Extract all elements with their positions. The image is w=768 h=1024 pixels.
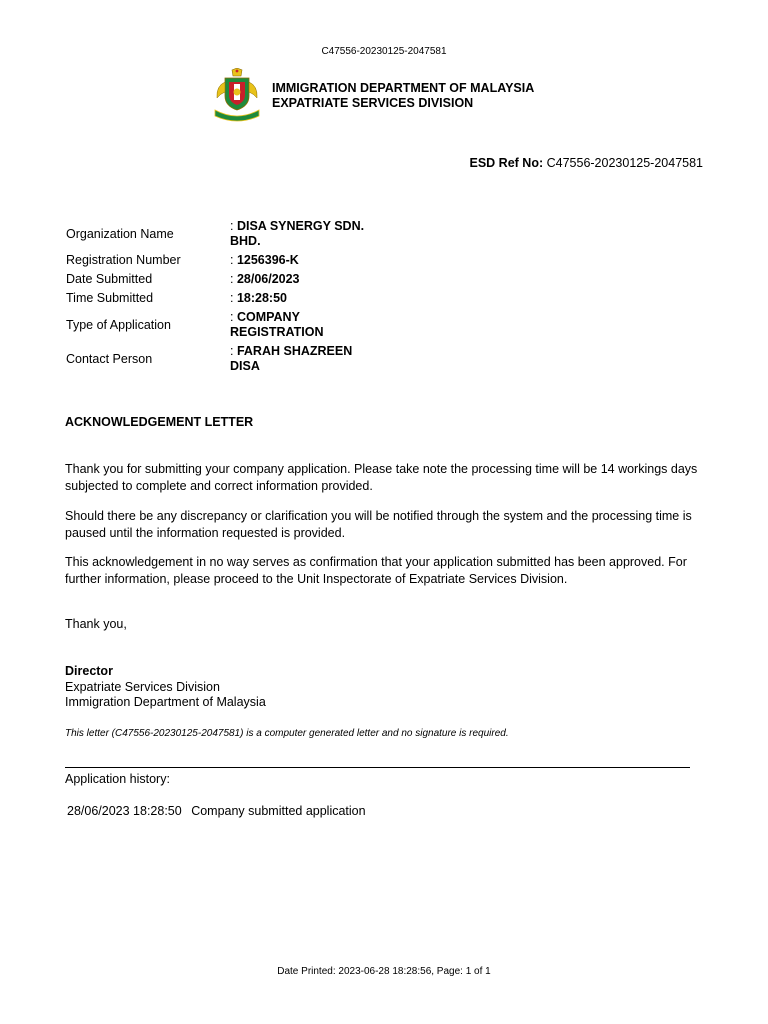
signatory-department: Immigration Department of Malaysia [65,695,266,709]
info-label: Registration Number [66,253,181,267]
info-value: : 18:28:50 [230,291,287,305]
history-title: Application history: [65,772,170,786]
signatory-title: Director [65,664,113,678]
department-heading [272,81,534,111]
info-row-time [61,289,375,308]
info-value: : 1256396-K [230,253,299,267]
signatory-block [65,664,266,711]
info-row-registration [61,251,375,270]
application-info-table [61,217,375,376]
info-value: : COMPANY REGISTRATION [230,310,324,339]
esd-ref-label: ESD Ref No: [469,156,544,170]
letter-closing: Thank you, [65,617,127,631]
letter-title: ACKNOWLEDGEMENT LETTER [65,415,254,429]
info-label: Contact Person [66,351,153,366]
crest-emblem-icon [210,68,264,126]
divider [65,767,690,768]
info-label: Organization Name [66,226,174,241]
info-row-contact [61,342,375,376]
esd-ref-value: C47556-20230125-2047581 [546,156,703,170]
date-printed: Date Printed: 2023-06-28 18:28:56, Page: 1 of 1 [277,966,491,977]
history-event: Company submitted application [191,804,366,818]
top-reference: C47556-20230125-2047581 [321,46,447,57]
letter-paragraph: Should there be any discrepancy or clarification you will be notified through the system and the processing time is paused until the information requested is provided. [65,509,692,540]
info-row-application-type [61,308,375,342]
info-label: Type of Application [66,317,171,332]
info-value: : FARAH SHAZREEN DISA [230,344,353,373]
info-label: Time Submitted [66,291,154,305]
info-row-organization [61,217,375,251]
signatory-division: Expatriate Services Division [65,679,220,694]
department-name: IMMIGRATION DEPARTMENT OF MALAYSIA [272,81,535,95]
immigration-crest-logo [210,68,264,126]
division-name: EXPATRIATE SERVICES DIVISION [272,96,474,110]
history-entry [67,804,372,818]
letter-paragraph: This acknowledgement in no way serves as confirmation that your application submitted has been approved. For further information, please proceed to the Unit Inspectorate of Expatriate Services Division. [65,555,687,586]
computer-generated-note: This letter (C47556-20230125-2047581) is a computer generated letter and no signature is required. [65,728,509,739]
history-datetime: 28/06/2023 18:28:50 [67,804,182,818]
esd-reference [470,156,704,170]
info-value: : DISA SYNERGY SDN. BHD. [230,219,365,248]
info-value: : 28/06/2023 [230,272,300,286]
letter-paragraph: Thank you for submitting your company application. Please take note the processing time will be 14 workings days subjected to complete and correct information provided. [65,462,698,493]
info-row-date [61,270,375,289]
info-label: Date Submitted [66,272,153,286]
